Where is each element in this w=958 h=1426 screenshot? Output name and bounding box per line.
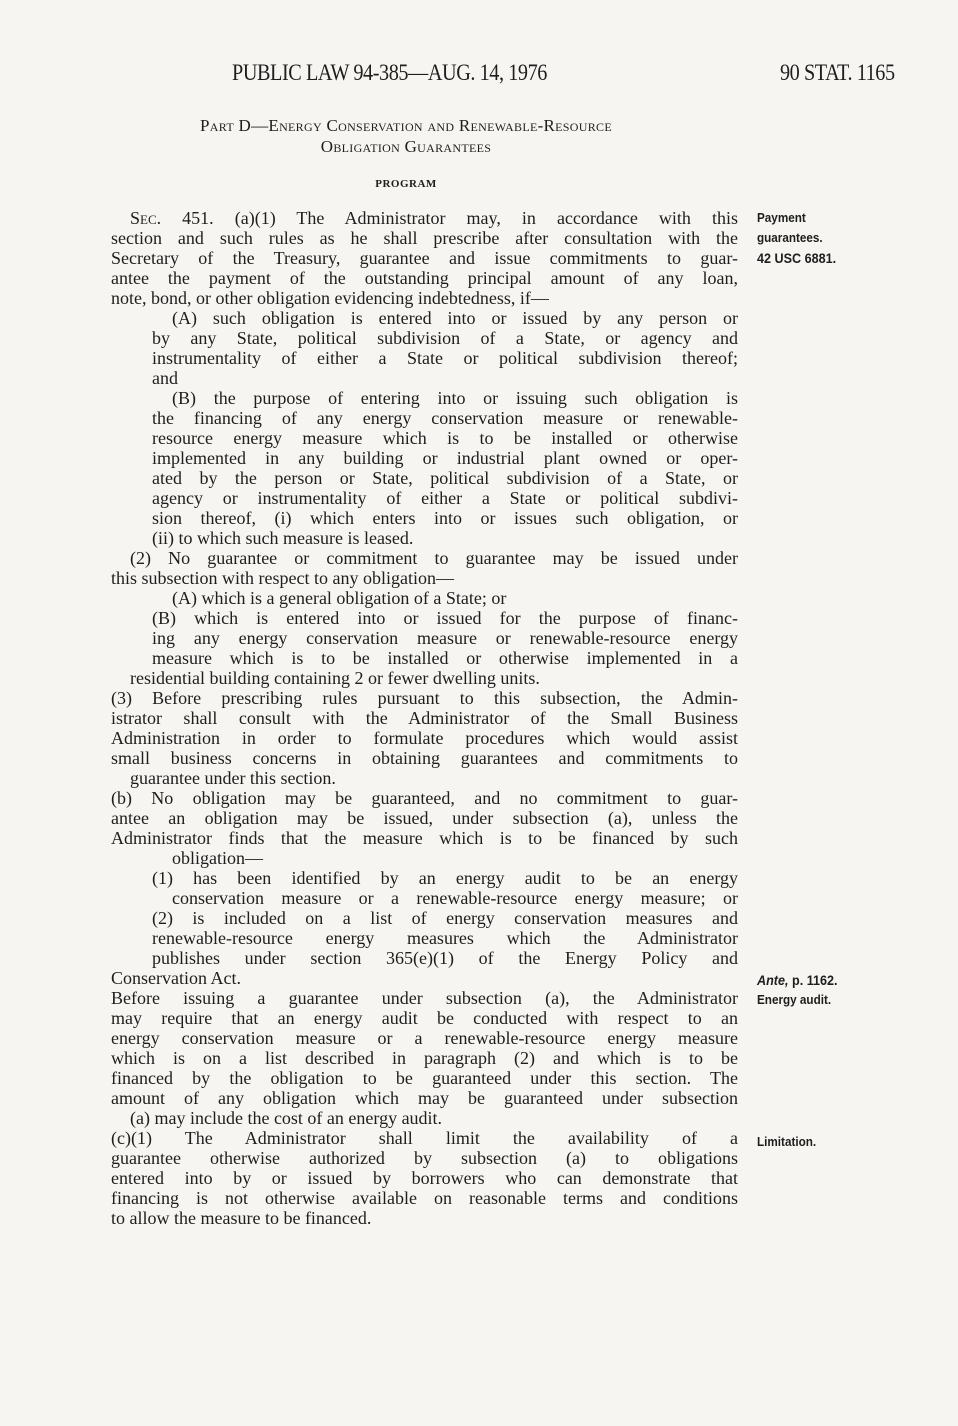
text-line: may require that an energy audit be conducted with respect to an — [111, 1008, 738, 1028]
text-line: small business concerns in obtaining guarantees and commitments to — [111, 748, 738, 768]
statute-body-text — [111, 208, 738, 1228]
text-line: and — [152, 368, 178, 388]
text-line: note, bond, or other obligation evidencing indebtedness, if— — [111, 288, 549, 308]
text-line: conservation measure or a renewable-resource energy measure; or — [172, 888, 738, 908]
text-line: (B) the purpose of entering into or issuing such obligation is — [172, 388, 738, 408]
text-line: Before issuing a guarantee under subsection (a), the Administrator — [111, 988, 738, 1008]
text-line: Secretary of the Treasury, guarantee and issue commitments to guar- — [111, 248, 738, 268]
text-line: (A) such obligation is entered into or issued by any person or — [172, 308, 738, 328]
margin-note-payment: Payment — [757, 210, 806, 225]
text-line: implemented in any building or industrial plant owned or oper- — [152, 448, 738, 468]
text-line: agency or instrumentality of either a State or political subdivi- — [152, 488, 738, 508]
text-line: publishes under section 365(e)(1) of the Energy Policy and — [152, 948, 738, 968]
margin-note-usc-citation: 42 USC 6881. — [757, 250, 837, 266]
text-line: to allow the measure to be financed. — [111, 1208, 372, 1228]
margin-note-ante — [757, 970, 838, 990]
text-line: financed by the obligation to be guaranteed under this section. The — [111, 1068, 738, 1088]
text-line: guarantee otherwise authorized by subsection (a) to obligations — [111, 1148, 738, 1168]
text-line: amount of any obligation which may be guaranteed under subsection — [111, 1088, 738, 1108]
text-line: ated by the person or State, political subdivision of a State, or — [152, 468, 738, 488]
text-line: this subsection with respect to any obligation— — [111, 568, 454, 588]
margin-note-guarantees: guarantees. — [757, 230, 823, 245]
text-line: Conservation Act. — [111, 968, 241, 988]
text-line: (2) No guarantee or commitment to guarantee may be issued under — [130, 548, 738, 568]
text-line: by any State, political subdivision of a State, or agency and — [152, 328, 738, 348]
margin-note-energy-audit: Energy audit. — [757, 992, 832, 1007]
text-line: resource energy measure which is to be installed or otherwise — [152, 428, 738, 448]
running-header-title: PUBLIC LAW 94-385—AUG. 14, 1976 — [232, 60, 547, 85]
margin-note-limitation: Limitation. — [757, 1134, 817, 1149]
text-line: (a) may include the cost of an energy audit. — [130, 1108, 443, 1128]
text-line: Administration in order to formulate procedures which would assist — [111, 728, 738, 748]
text-line: (b) No obligation may be guaranteed, and no commitment to guar- — [111, 788, 738, 808]
text-line: ing any energy conservation measure or renewable-resource energy — [152, 628, 738, 648]
ante-page: p. 1162. — [788, 972, 838, 988]
section-label: Sec. — [130, 208, 162, 228]
text-line: residential building containing 2 or fewer dwelling units. — [130, 668, 540, 688]
text-line: entered into by or issued by borrowers who can demonstrate that — [111, 1168, 738, 1188]
text-line: the financing of any energy conservation measure or renewable- — [152, 408, 738, 428]
text-line: (ii) to which such measure is leased. — [152, 528, 414, 548]
text-line: instrumentality of either a State or political subdivision thereof; — [152, 348, 738, 368]
text-line: financing is not otherwise available on reasonable terms and conditions — [111, 1188, 738, 1208]
text-line: (3) Before prescribing rules pursuant to this subsection, the Admin- — [111, 688, 738, 708]
text-line: (1) has been identified by an energy audit to be an energy — [152, 868, 738, 888]
text-line: istrator shall consult with the Administrator of the Small Business — [111, 708, 738, 728]
text-line: (B) which is entered into or issued for the purpose of financ- — [152, 608, 738, 628]
text-line: antee an obligation may be issued, under subsection (a), unless the — [111, 808, 738, 828]
text-line: guarantee under this section. — [130, 768, 336, 788]
text-line: which is on a list described in paragraph (2) and which is to be — [111, 1048, 738, 1068]
text-line: Administrator finds that the measure which is to be financed by such — [111, 828, 738, 848]
text-line: sion thereof, (i) which enters into or issues such obligation, or — [152, 508, 738, 528]
text-line: obligation— — [172, 848, 263, 868]
text-line: energy conservation measure or a renewable-resource energy measure — [111, 1028, 738, 1048]
text-line: section and such rules as he shall prescribe after consultation with the — [111, 228, 738, 248]
section-subheading: PROGRAM — [375, 178, 437, 190]
text-line: Sec. 451. (a)(1) The Administrator may, in accordance with this — [130, 208, 738, 228]
statute-page-number: 90 STAT. 1165 — [780, 60, 895, 85]
text-line: renewable-resource energy measures which the Administrator — [152, 928, 738, 948]
text-line: antee the payment of the outstanding principal amount of any loan, — [111, 268, 738, 288]
text-line: (c)(1) The Administrator shall limit the availability of a — [111, 1128, 738, 1148]
ante-italic: Ante, — [757, 972, 789, 988]
text-line: (A) which is a general obligation of a State; or — [172, 588, 507, 608]
part-title-line-1: Part D—Energy Conservation and Renewable-Resource — [200, 116, 612, 135]
text-line: measure which is to be installed or otherwise implemented in a — [152, 648, 738, 668]
text-line: (2) is included on a list of energy conservation measures and — [152, 908, 738, 928]
part-title-line-2: Obligation Guarantees — [320, 137, 492, 156]
